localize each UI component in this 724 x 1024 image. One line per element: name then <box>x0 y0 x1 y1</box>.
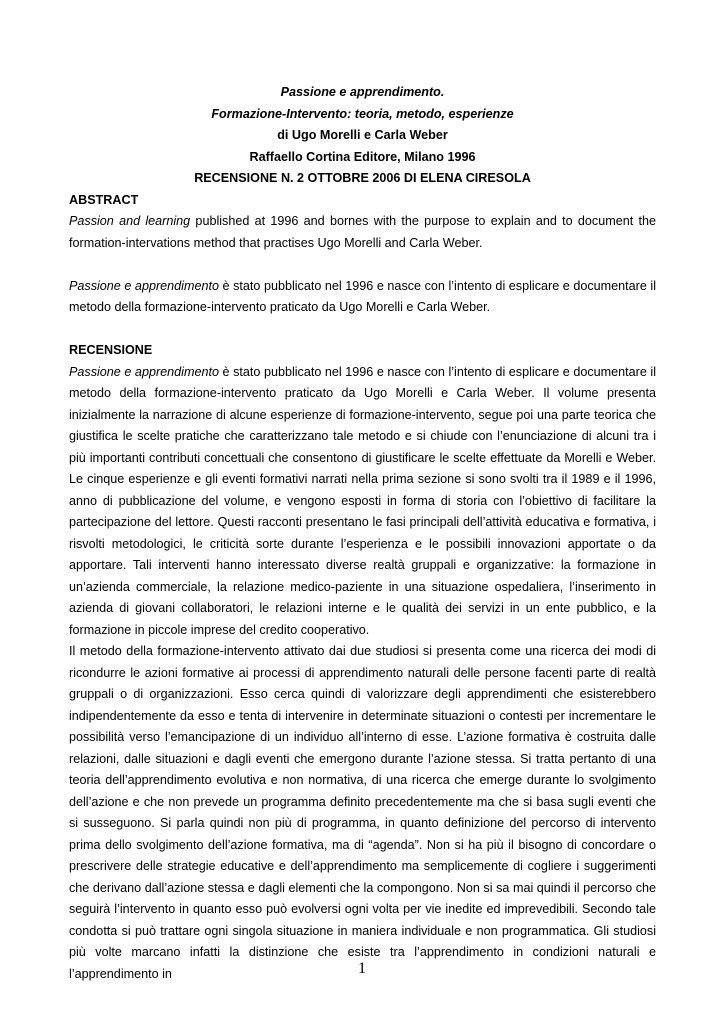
abstract-italian-text: è stato pubblicato nel 1996 e nasce con l’intento di esplicare e documentare il metodo della formazione-intervento praticato da Ugo Morelli e Carla Weber. <box>69 278 656 314</box>
book-title: Passione e apprendimento. <box>280 85 445 99</box>
abstract-italian-lead: Passione e apprendimento <box>69 278 219 293</box>
paragraph-gap <box>69 254 656 276</box>
abstract-heading: ABSTRACT <box>69 192 139 207</box>
paragraph-gap <box>69 319 656 341</box>
document-body <box>69 82 656 985</box>
book-publisher: Raffaello Cortina Editore, Milano 1996 <box>249 149 476 164</box>
book-authors: di Ugo Morelli e Carla Weber <box>277 128 448 142</box>
review-heading: RECENSIONE <box>69 343 153 357</box>
review-paragraph-1-text: è stato pubblicato nel 1996 e nasce con l’intento di esplicare e documentare il metodo della formazione-intervento praticato da Ugo Morelli e Carla Weber. Il volume presenta inizialmente la narrazione di alcune esperienze di formazione-intervento, segue poi una parte teorica che giustifica le scelte pratiche che caratterizzano tale metodo e si chiude con l’enunciazione di alcuni tra i più importanti contributi concettuali che consentono di giustificare le scelte effettuate da Morelli e Weber. Le cinque esperienze e gli eventi formativi narrati nella prima sezione si sono svolti tra il 1989 e il 1996, anno di pubblicazione del volume, e vengono esposti in forma di storia con l’obiettivo di facilitare la partecipazione del lettore. Questi racconti presentano le fasi principali dell’attività educativa e formativa, i risvolti metodologici, le criticità sorte durante l’esperienza e le possibili innovazioni apportate o da apportare. Tali interventi hanno interessato diverse realtà gruppali e organizzative: la formazione in un’azienda commerciale, la relazione medico-paziente in una situazione ospedaliera, l’inserimento in azienda di giovani collaboratori, le relazioni interne e le qualità dei servizi in un ente pubblico, e la formazione in piccole imprese del credito cooperativo. <box>69 364 656 637</box>
abstract-english-lead: Passion and learning <box>69 214 191 228</box>
review-info: RECENSIONE N. 2 OTTOBRE 2006 DI ELENA CIRESOLA <box>194 171 531 185</box>
book-subtitle: Formazione-Intervento: teoria, metodo, esperienze <box>211 106 514 121</box>
abstract-english-text: published at 1996 and bornes with the purpose to explain and to document the formation-intervations method that practises Ugo Morelli and Carla Weber. <box>69 214 656 250</box>
review-paragraph-1 <box>69 362 656 642</box>
review-paragraph-1-lead: Passione e apprendimento <box>69 364 219 379</box>
page-number: 1 <box>358 960 366 977</box>
abstract-italian <box>69 276 656 319</box>
review-paragraph-2: Il metodo della formazione-intervento attivato dai due studiosi si presenta come una ricerca dei modi di ricondurre le azioni formative ai processi di apprendimento naturali delle persone facenti parte di realtà gruppali o di organizzazioni. Esso cerca quindi di valorizzare degli apprendimenti che esisterebbero indipendentemente da esso e tenta di intervenire in determinate situazioni o contesti per incrementare le possibilità verso l’emancipazione di un individuo all’interno di esse. L’azione formativa è costruita dalle relazioni, dalle situazioni e dagli eventi che emergono durante l’azione stessa. Si tratta pertanto di una teoria dell’apprendimento evolutiva e non normativa, di una ricerca che emerge durante lo svolgimento dell’azione e che non prevede un programma definito precedentemente ma che si basa sugli eventi che si susseguono. Si parla quindi non più di programma, in quanto definizione del percorso di intervento prima dello svolgimento dell’azione formativa, ma di “agenda”. Non si ha più il bisogno di concordare o prescrivere delle strategie educative e dell’apprendimento ma semplicemente di cogliere i suggerimenti che derivano dall’azione stessa e dagli elementi che la compongono. Non si sa mai quindi il percorso che seguirà l’intervento in quanto esso può evolversi ogni volta per vie inedite ed imprevedibili. Secondo tale condotta si può trattare ogni singola situazione in maniera individuale e non programmatica. Gli studiosi più volte marcano infatti la distinzione che esiste tra l’apprendimento in condizioni naturali e l’apprendimento in <box>69 644 656 981</box>
abstract-english <box>69 211 656 254</box>
